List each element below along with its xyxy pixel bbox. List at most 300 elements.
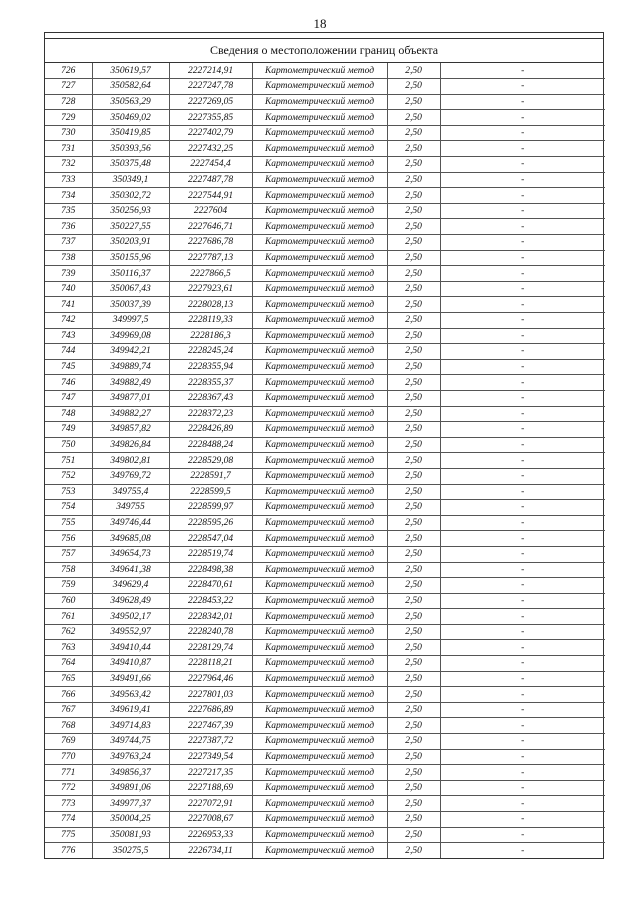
- description-cell: -: [440, 671, 605, 687]
- table-row: [45, 718, 605, 734]
- point-number-cell: 733: [45, 172, 92, 188]
- description-cell: -: [440, 297, 605, 313]
- description-cell: -: [440, 718, 605, 734]
- table-row: [45, 281, 605, 297]
- coordinates-table-body: [45, 63, 605, 858]
- point-number-cell: 756: [45, 531, 92, 547]
- point-number-cell: 763: [45, 640, 92, 656]
- point-number-cell: 776: [45, 843, 92, 859]
- precision-cell: 2,50: [387, 656, 440, 672]
- y-coordinate-cell: 2228547,04: [169, 531, 252, 547]
- point-number-cell: 773: [45, 796, 92, 812]
- x-coordinate-cell: 349891,06: [92, 780, 169, 796]
- precision-cell: 2,50: [387, 687, 440, 703]
- description-cell: -: [440, 141, 605, 157]
- method-cell: Картометрический метод: [252, 796, 387, 812]
- method-cell: Картометрический метод: [252, 359, 387, 375]
- y-coordinate-cell: 2228519,74: [169, 546, 252, 562]
- y-coordinate-cell: 2227787,13: [169, 250, 252, 266]
- precision-cell: 2,50: [387, 780, 440, 796]
- point-number-cell: 775: [45, 827, 92, 843]
- method-cell: Картометрический метод: [252, 671, 387, 687]
- precision-cell: 2,50: [387, 94, 440, 110]
- table-row: [45, 219, 605, 235]
- table-row: [45, 468, 605, 484]
- method-cell: Картометрический метод: [252, 624, 387, 640]
- point-number-cell: 753: [45, 484, 92, 500]
- description-cell: -: [440, 172, 605, 188]
- description-cell: -: [440, 328, 605, 344]
- point-number-cell: 772: [45, 780, 92, 796]
- precision-cell: 2,50: [387, 437, 440, 453]
- x-coordinate-cell: 349882,27: [92, 406, 169, 422]
- table-row: [45, 687, 605, 703]
- point-number-cell: 761: [45, 609, 92, 625]
- x-coordinate-cell: 349826,84: [92, 437, 169, 453]
- precision-cell: 2,50: [387, 313, 440, 329]
- x-coordinate-cell: 350203,91: [92, 235, 169, 251]
- point-number-cell: 767: [45, 702, 92, 718]
- table-row: [45, 562, 605, 578]
- precision-cell: 2,50: [387, 157, 440, 173]
- precision-cell: 2,50: [387, 515, 440, 531]
- description-cell: -: [440, 546, 605, 562]
- precision-cell: 2,50: [387, 546, 440, 562]
- table-row: [45, 827, 605, 843]
- y-coordinate-cell: 2228240,78: [169, 624, 252, 640]
- y-coordinate-cell: 2228498,38: [169, 562, 252, 578]
- x-coordinate-cell: 350081,93: [92, 827, 169, 843]
- description-cell: -: [440, 79, 605, 95]
- method-cell: Картометрический метод: [252, 313, 387, 329]
- table-row: [45, 344, 605, 360]
- description-cell: -: [440, 437, 605, 453]
- y-coordinate-cell: 2227402,79: [169, 125, 252, 141]
- point-number-cell: 758: [45, 562, 92, 578]
- point-number-cell: 770: [45, 749, 92, 765]
- point-number-cell: 729: [45, 110, 92, 126]
- y-coordinate-cell: 2227604: [169, 203, 252, 219]
- y-coordinate-cell: 2227801,03: [169, 687, 252, 703]
- x-coordinate-cell: 349552,97: [92, 624, 169, 640]
- x-coordinate-cell: 350302,72: [92, 188, 169, 204]
- y-coordinate-cell: 2228355,37: [169, 375, 252, 391]
- page-number: 18: [313, 16, 327, 31]
- precision-cell: 2,50: [387, 63, 440, 79]
- x-coordinate-cell: 349877,01: [92, 390, 169, 406]
- method-cell: Картометрический метод: [252, 375, 387, 391]
- precision-cell: 2,50: [387, 702, 440, 718]
- table-row: [45, 406, 605, 422]
- precision-cell: 2,50: [387, 406, 440, 422]
- x-coordinate-cell: 349977,37: [92, 796, 169, 812]
- method-cell: Картометрический метод: [252, 765, 387, 781]
- x-coordinate-cell: 349619,41: [92, 702, 169, 718]
- precision-cell: 2,50: [387, 453, 440, 469]
- description-cell: -: [440, 687, 605, 703]
- point-number-cell: 771: [45, 765, 92, 781]
- x-coordinate-cell: 350116,37: [92, 266, 169, 282]
- table-row: [45, 359, 605, 375]
- table-row: [45, 172, 605, 188]
- precision-cell: 2,50: [387, 562, 440, 578]
- description-cell: -: [440, 188, 605, 204]
- method-cell: Картометрический метод: [252, 328, 387, 344]
- precision-cell: 2,50: [387, 203, 440, 219]
- description-cell: -: [440, 515, 605, 531]
- method-cell: Картометрический метод: [252, 250, 387, 266]
- table-row: [45, 671, 605, 687]
- precision-cell: 2,50: [387, 375, 440, 391]
- precision-cell: 2,50: [387, 390, 440, 406]
- y-coordinate-cell: 2227646,71: [169, 219, 252, 235]
- precision-cell: 2,50: [387, 266, 440, 282]
- x-coordinate-cell: 349882,49: [92, 375, 169, 391]
- method-cell: Картометрический метод: [252, 110, 387, 126]
- x-coordinate-cell: 349769,72: [92, 468, 169, 484]
- description-cell: -: [440, 468, 605, 484]
- description-cell: -: [440, 422, 605, 438]
- y-coordinate-cell: 2226734,11: [169, 843, 252, 859]
- table-row: [45, 157, 605, 173]
- description-cell: -: [440, 796, 605, 812]
- y-coordinate-cell: 2228355,94: [169, 359, 252, 375]
- x-coordinate-cell: 350037,39: [92, 297, 169, 313]
- x-coordinate-cell: 349755,4: [92, 484, 169, 500]
- method-cell: Картометрический метод: [252, 827, 387, 843]
- description-cell: -: [440, 578, 605, 594]
- method-cell: Картометрический метод: [252, 125, 387, 141]
- method-cell: Картометрический метод: [252, 437, 387, 453]
- method-cell: Картометрический метод: [252, 63, 387, 79]
- precision-cell: 2,50: [387, 578, 440, 594]
- x-coordinate-cell: 350004,25: [92, 812, 169, 828]
- x-coordinate-cell: 349685,08: [92, 531, 169, 547]
- x-coordinate-cell: 349763,24: [92, 749, 169, 765]
- y-coordinate-cell: 2227217,35: [169, 765, 252, 781]
- y-coordinate-cell: 2228599,97: [169, 500, 252, 516]
- x-coordinate-cell: 350275,5: [92, 843, 169, 859]
- description-cell: -: [440, 593, 605, 609]
- x-coordinate-cell: 350155,96: [92, 250, 169, 266]
- y-coordinate-cell: 2227072,91: [169, 796, 252, 812]
- precision-cell: 2,50: [387, 796, 440, 812]
- table-row: [45, 749, 605, 765]
- x-coordinate-cell: 350349,1: [92, 172, 169, 188]
- x-coordinate-cell: 350619,57: [92, 63, 169, 79]
- point-number-cell: 746: [45, 375, 92, 391]
- y-coordinate-cell: 2227432,25: [169, 141, 252, 157]
- method-cell: Картометрический метод: [252, 344, 387, 360]
- precision-cell: 2,50: [387, 79, 440, 95]
- method-cell: Картометрический метод: [252, 203, 387, 219]
- y-coordinate-cell: 2228453,22: [169, 593, 252, 609]
- point-number-cell: 762: [45, 624, 92, 640]
- x-coordinate-cell: 349857,82: [92, 422, 169, 438]
- y-coordinate-cell: 2228186,3: [169, 328, 252, 344]
- y-coordinate-cell: 2228028,13: [169, 297, 252, 313]
- description-cell: -: [440, 780, 605, 796]
- point-number-cell: 759: [45, 578, 92, 594]
- method-cell: Картометрический метод: [252, 172, 387, 188]
- table-row: [45, 422, 605, 438]
- table-row: [45, 593, 605, 609]
- point-number-cell: 745: [45, 359, 92, 375]
- point-number-cell: 734: [45, 188, 92, 204]
- precision-cell: 2,50: [387, 734, 440, 750]
- table-row: [45, 796, 605, 812]
- y-coordinate-cell: 2227686,78: [169, 235, 252, 251]
- y-coordinate-cell: 2228372,23: [169, 406, 252, 422]
- description-cell: -: [440, 344, 605, 360]
- precision-cell: 2,50: [387, 172, 440, 188]
- x-coordinate-cell: 349746,44: [92, 515, 169, 531]
- description-cell: -: [440, 749, 605, 765]
- table-row: [45, 624, 605, 640]
- table-row: [45, 531, 605, 547]
- point-number-cell: 739: [45, 266, 92, 282]
- method-cell: Картометрический метод: [252, 453, 387, 469]
- table-row: [45, 578, 605, 594]
- point-number-cell: 727: [45, 79, 92, 95]
- method-cell: Картометрический метод: [252, 141, 387, 157]
- y-coordinate-cell: 2228119,33: [169, 313, 252, 329]
- description-cell: -: [440, 390, 605, 406]
- method-cell: Картометрический метод: [252, 749, 387, 765]
- y-coordinate-cell: 2227923,61: [169, 281, 252, 297]
- method-cell: Картометрический метод: [252, 157, 387, 173]
- y-coordinate-cell: 2228245,24: [169, 344, 252, 360]
- method-cell: Картометрический метод: [252, 640, 387, 656]
- precision-cell: 2,50: [387, 718, 440, 734]
- point-number-cell: 765: [45, 671, 92, 687]
- point-number-cell: 769: [45, 734, 92, 750]
- y-coordinate-cell: 2227487,78: [169, 172, 252, 188]
- table-row: [45, 94, 605, 110]
- precision-cell: 2,50: [387, 297, 440, 313]
- method-cell: Картометрический метод: [252, 702, 387, 718]
- table-row: [45, 780, 605, 796]
- y-coordinate-cell: 2228595,26: [169, 515, 252, 531]
- description-cell: -: [440, 500, 605, 516]
- table-row: [45, 188, 605, 204]
- coordinates-table: [45, 63, 605, 858]
- precision-cell: 2,50: [387, 812, 440, 828]
- description-cell: -: [440, 531, 605, 547]
- table-row: [45, 843, 605, 859]
- method-cell: Картометрический метод: [252, 468, 387, 484]
- description-cell: -: [440, 125, 605, 141]
- method-cell: Картометрический метод: [252, 235, 387, 251]
- x-coordinate-cell: 349714,83: [92, 718, 169, 734]
- point-number-cell: 737: [45, 235, 92, 251]
- table-row: [45, 546, 605, 562]
- description-cell: -: [440, 94, 605, 110]
- x-coordinate-cell: 349889,74: [92, 359, 169, 375]
- y-coordinate-cell: 2228599,5: [169, 484, 252, 500]
- x-coordinate-cell: 350419,85: [92, 125, 169, 141]
- method-cell: Картометрический метод: [252, 297, 387, 313]
- precision-cell: 2,50: [387, 141, 440, 157]
- x-coordinate-cell: 350227,55: [92, 219, 169, 235]
- precision-cell: 2,50: [387, 484, 440, 500]
- y-coordinate-cell: 2227247,78: [169, 79, 252, 95]
- table-row: [45, 437, 605, 453]
- method-cell: Картометрический метод: [252, 656, 387, 672]
- method-cell: Картометрический метод: [252, 390, 387, 406]
- method-cell: Картометрический метод: [252, 734, 387, 750]
- description-cell: -: [440, 734, 605, 750]
- point-number-cell: 728: [45, 94, 92, 110]
- point-number-cell: 736: [45, 219, 92, 235]
- y-coordinate-cell: 2227269,05: [169, 94, 252, 110]
- description-cell: -: [440, 266, 605, 282]
- description-cell: -: [440, 235, 605, 251]
- x-coordinate-cell: 350469,02: [92, 110, 169, 126]
- y-coordinate-cell: 2228342,01: [169, 609, 252, 625]
- point-number-cell: 744: [45, 344, 92, 360]
- precision-cell: 2,50: [387, 671, 440, 687]
- table-row: [45, 484, 605, 500]
- description-cell: -: [440, 765, 605, 781]
- table-row: [45, 702, 605, 718]
- point-number-cell: 731: [45, 141, 92, 157]
- table-row: [45, 63, 605, 79]
- description-cell: -: [440, 640, 605, 656]
- point-number-cell: 764: [45, 656, 92, 672]
- point-number-cell: 748: [45, 406, 92, 422]
- x-coordinate-cell: 350375,48: [92, 157, 169, 173]
- table-row: [45, 609, 605, 625]
- precision-cell: 2,50: [387, 422, 440, 438]
- x-coordinate-cell: 349969,08: [92, 328, 169, 344]
- method-cell: Картометрический метод: [252, 609, 387, 625]
- method-cell: Картометрический метод: [252, 812, 387, 828]
- table-row: [45, 765, 605, 781]
- table-row: [45, 141, 605, 157]
- description-cell: -: [440, 157, 605, 173]
- description-cell: -: [440, 281, 605, 297]
- description-cell: -: [440, 609, 605, 625]
- x-coordinate-cell: 349856,37: [92, 765, 169, 781]
- method-cell: Картометрический метод: [252, 687, 387, 703]
- point-number-cell: 755: [45, 515, 92, 531]
- table-row: [45, 250, 605, 266]
- x-coordinate-cell: 350393,56: [92, 141, 169, 157]
- method-cell: Картометрический метод: [252, 593, 387, 609]
- point-number-cell: 754: [45, 500, 92, 516]
- point-number-cell: 730: [45, 125, 92, 141]
- y-coordinate-cell: 2228129,74: [169, 640, 252, 656]
- table-row: [45, 297, 605, 313]
- table-row: [45, 79, 605, 95]
- method-cell: Картометрический метод: [252, 531, 387, 547]
- table-row: [45, 500, 605, 516]
- precision-cell: 2,50: [387, 344, 440, 360]
- precision-cell: 2,50: [387, 609, 440, 625]
- table-row: [45, 453, 605, 469]
- precision-cell: 2,50: [387, 110, 440, 126]
- table-row: [45, 266, 605, 282]
- precision-cell: 2,50: [387, 624, 440, 640]
- y-coordinate-cell: 2228367,43: [169, 390, 252, 406]
- y-coordinate-cell: 2227866,5: [169, 266, 252, 282]
- point-number-cell: 740: [45, 281, 92, 297]
- y-coordinate-cell: 2228529,08: [169, 453, 252, 469]
- method-cell: Картометрический метод: [252, 94, 387, 110]
- y-coordinate-cell: 2227387,72: [169, 734, 252, 750]
- table-row: [45, 375, 605, 391]
- precision-cell: 2,50: [387, 125, 440, 141]
- method-cell: Картометрический метод: [252, 546, 387, 562]
- y-coordinate-cell: 2228591,7: [169, 468, 252, 484]
- y-coordinate-cell: 2227214,91: [169, 63, 252, 79]
- x-coordinate-cell: 349502,17: [92, 609, 169, 625]
- method-cell: Картометрический метод: [252, 780, 387, 796]
- point-number-cell: 766: [45, 687, 92, 703]
- table-row: [45, 515, 605, 531]
- x-coordinate-cell: 350563,29: [92, 94, 169, 110]
- x-coordinate-cell: 349744,75: [92, 734, 169, 750]
- description-cell: -: [440, 406, 605, 422]
- y-coordinate-cell: 2227188,69: [169, 780, 252, 796]
- point-number-cell: 760: [45, 593, 92, 609]
- precision-cell: 2,50: [387, 281, 440, 297]
- method-cell: Картометрический метод: [252, 578, 387, 594]
- method-cell: Картометрический метод: [252, 500, 387, 516]
- description-cell: -: [440, 453, 605, 469]
- x-coordinate-cell: 349563,42: [92, 687, 169, 703]
- point-number-cell: 743: [45, 328, 92, 344]
- x-coordinate-cell: 349628,49: [92, 593, 169, 609]
- point-number-cell: 774: [45, 812, 92, 828]
- x-coordinate-cell: 349755: [92, 500, 169, 516]
- y-coordinate-cell: 2228118,21: [169, 656, 252, 672]
- point-number-cell: 735: [45, 203, 92, 219]
- x-coordinate-cell: 350256,93: [92, 203, 169, 219]
- description-cell: -: [440, 375, 605, 391]
- point-number-cell: 752: [45, 468, 92, 484]
- point-number-cell: 757: [45, 546, 92, 562]
- method-cell: Картометрический метод: [252, 484, 387, 500]
- precision-cell: 2,50: [387, 468, 440, 484]
- precision-cell: 2,50: [387, 843, 440, 859]
- description-cell: -: [440, 110, 605, 126]
- y-coordinate-cell: 2227355,85: [169, 110, 252, 126]
- description-cell: -: [440, 812, 605, 828]
- y-coordinate-cell: 2228426,89: [169, 422, 252, 438]
- x-coordinate-cell: 349410,44: [92, 640, 169, 656]
- precision-cell: 2,50: [387, 640, 440, 656]
- method-cell: Картометрический метод: [252, 266, 387, 282]
- table-row: [45, 734, 605, 750]
- table-row: [45, 390, 605, 406]
- method-cell: Картометрический метод: [252, 843, 387, 859]
- method-cell: Картометрический метод: [252, 515, 387, 531]
- table-row: [45, 656, 605, 672]
- table-row: [45, 203, 605, 219]
- x-coordinate-cell: 349491,66: [92, 671, 169, 687]
- method-cell: Картометрический метод: [252, 188, 387, 204]
- description-cell: -: [440, 313, 605, 329]
- table-row: [45, 640, 605, 656]
- point-number-cell: 751: [45, 453, 92, 469]
- precision-cell: 2,50: [387, 765, 440, 781]
- x-coordinate-cell: 350582,64: [92, 79, 169, 95]
- y-coordinate-cell: 2226953,33: [169, 827, 252, 843]
- method-cell: Картометрический метод: [252, 718, 387, 734]
- description-cell: -: [440, 63, 605, 79]
